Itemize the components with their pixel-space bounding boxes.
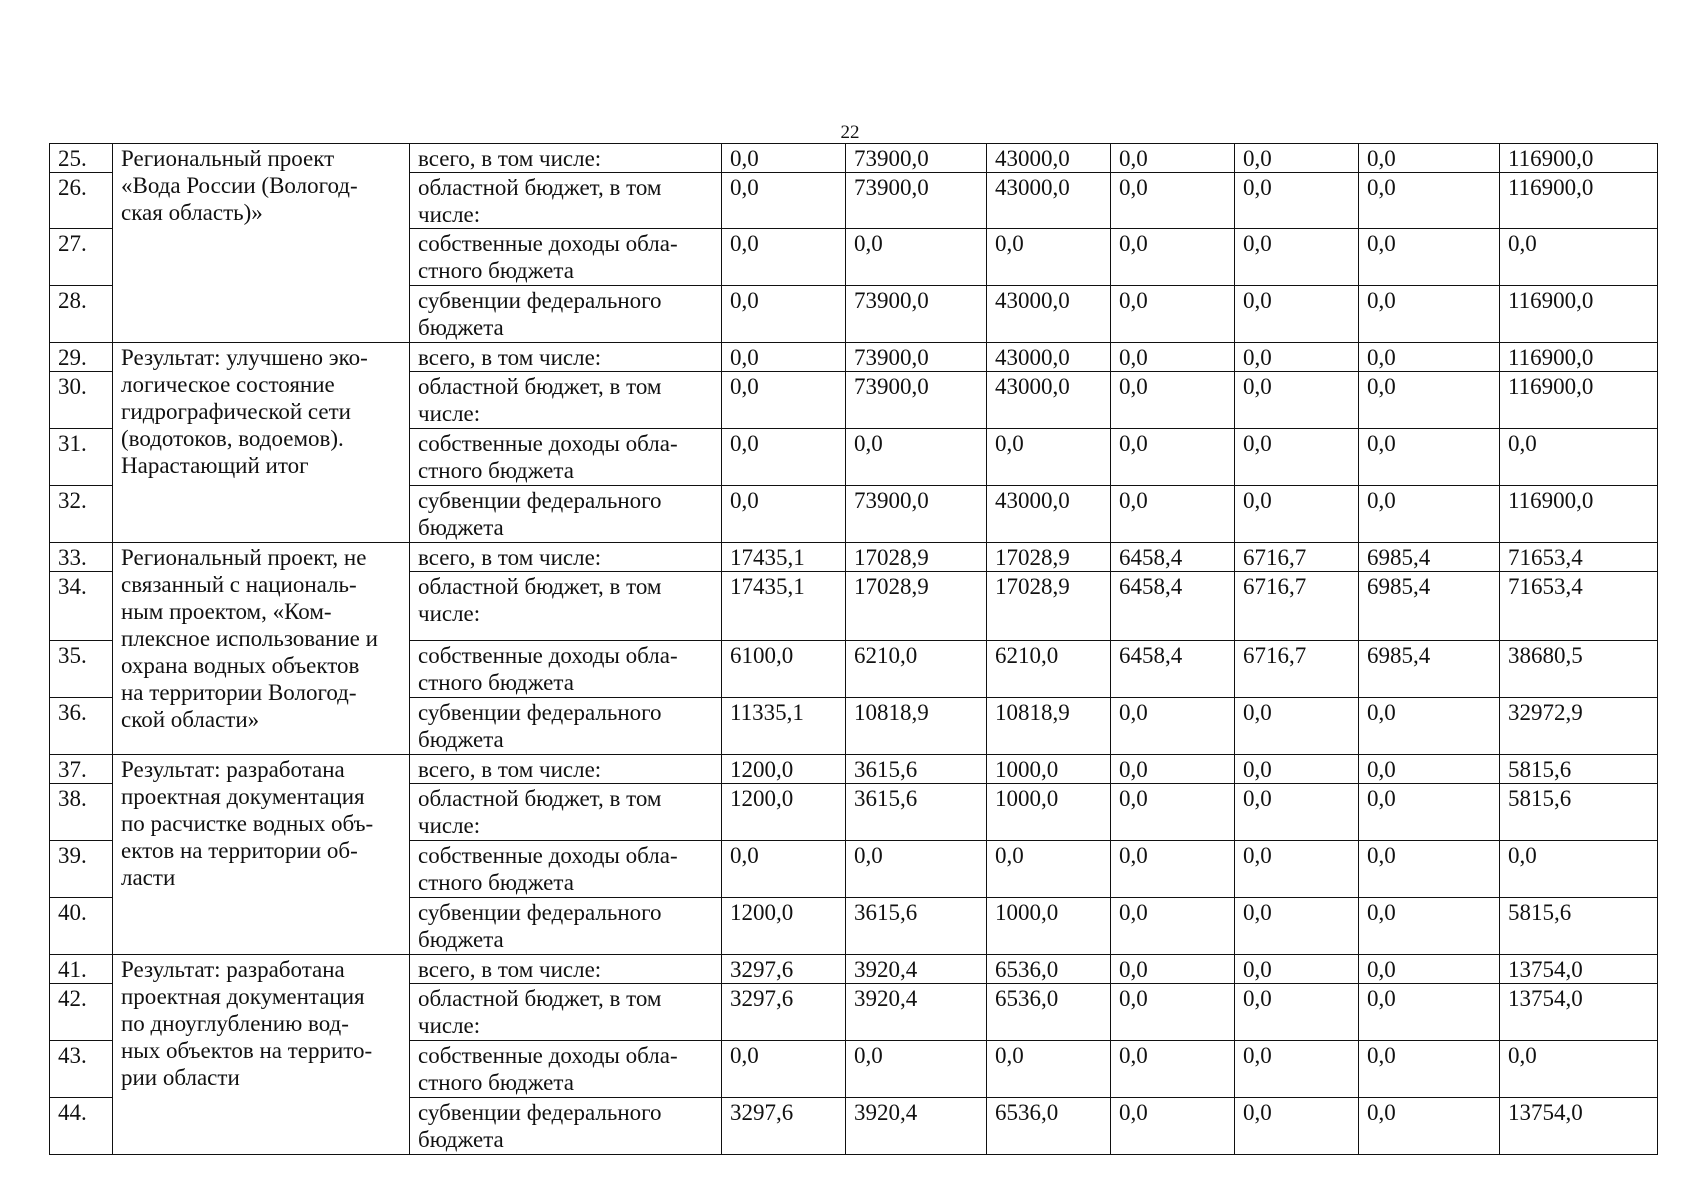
amount-cell: 0,0 (1359, 1098, 1500, 1155)
amount-cell: 0,0 (1111, 372, 1235, 429)
amount-cell: 5815,6 (1500, 898, 1658, 955)
amount-cell: 0,0 (846, 429, 987, 486)
amount-cell: 6536,0 (987, 955, 1111, 984)
row-number: 26. (50, 173, 113, 229)
amount-cell: 6716,7 (1235, 543, 1359, 572)
funding-source: областной бюджет, в том числе: (410, 784, 722, 841)
row-number: 33. (50, 543, 113, 572)
amount-cell: 0,0 (1111, 429, 1235, 486)
amount-cell: 0,0 (722, 429, 846, 486)
amount-cell: 116900,0 (1500, 343, 1658, 372)
row-number: 25. (50, 144, 113, 173)
row-number: 44. (50, 1098, 113, 1155)
amount-cell: 0,0 (1235, 841, 1359, 898)
amount-cell: 73900,0 (846, 286, 987, 343)
amount-cell: 11335,1 (722, 698, 846, 755)
row-number: 37. (50, 755, 113, 784)
funding-source: областной бюджет, в том числе: (410, 372, 722, 429)
amount-cell: 13754,0 (1500, 984, 1658, 1041)
amount-cell: 0,0 (846, 1041, 987, 1098)
amount-cell: 0,0 (722, 286, 846, 343)
project-label: Результат: разработана проектная документация по расчистке водных объ- ектов на территории об- ласти (113, 755, 410, 955)
funding-source: собственные доходы обла- стного бюджета (410, 229, 722, 286)
amount-cell: 13754,0 (1500, 1098, 1658, 1155)
amount-cell: 116900,0 (1500, 144, 1658, 173)
amount-cell: 0,0 (987, 429, 1111, 486)
funding-source: областной бюджет, в том числе: (410, 572, 722, 641)
amount-cell: 17028,9 (987, 572, 1111, 641)
amount-cell: 6536,0 (987, 984, 1111, 1041)
amount-cell: 43000,0 (987, 372, 1111, 429)
table-row (50, 543, 1658, 572)
row-number: 35. (50, 641, 113, 698)
row-number: 27. (50, 229, 113, 286)
amount-cell: 5815,6 (1500, 755, 1658, 784)
amount-cell: 0,0 (722, 486, 846, 543)
amount-cell: 0,0 (1111, 144, 1235, 173)
amount-cell: 73900,0 (846, 486, 987, 543)
project-label: Региональный проект, не связанный с националь- ным проектом, «Ком- плексное использование и охрана водных объектов на территории Вологод- ской области» (113, 543, 410, 755)
amount-cell: 0,0 (1359, 429, 1500, 486)
amount-cell: 1000,0 (987, 898, 1111, 955)
amount-cell: 43000,0 (987, 286, 1111, 343)
amount-cell: 43000,0 (987, 173, 1111, 229)
amount-cell: 71653,4 (1500, 572, 1658, 641)
amount-cell: 6985,4 (1359, 543, 1500, 572)
amount-cell: 6210,0 (987, 641, 1111, 698)
project-label: Результат: улучшено эко- логическое состояние гидрографической сети (водотоков, водоемов). Нарастающий итог (113, 343, 410, 543)
amount-cell: 0,0 (987, 229, 1111, 286)
amount-cell: 0,0 (722, 841, 846, 898)
amount-cell: 0,0 (1111, 984, 1235, 1041)
amount-cell: 3297,6 (722, 955, 846, 984)
funding-source: собственные доходы обла- стного бюджета (410, 1041, 722, 1098)
amount-cell: 6985,4 (1359, 641, 1500, 698)
funding-source: субвенции федерального бюджета (410, 286, 722, 343)
amount-cell: 6716,7 (1235, 572, 1359, 641)
row-number: 31. (50, 429, 113, 486)
amount-cell: 17028,9 (846, 543, 987, 572)
amount-cell: 3920,4 (846, 984, 987, 1041)
amount-cell: 3615,6 (846, 898, 987, 955)
amount-cell: 0,0 (1500, 841, 1658, 898)
funding-source: областной бюджет, в том числе: (410, 984, 722, 1041)
page-number: 22 (840, 122, 860, 143)
amount-cell: 32972,9 (1500, 698, 1658, 755)
amount-cell: 43000,0 (987, 144, 1111, 173)
amount-cell: 0,0 (1235, 372, 1359, 429)
amount-cell: 0,0 (1359, 755, 1500, 784)
amount-cell: 10818,9 (846, 698, 987, 755)
amount-cell: 0,0 (1359, 898, 1500, 955)
amount-cell: 10818,9 (987, 698, 1111, 755)
amount-cell: 0,0 (1359, 343, 1500, 372)
amount-cell: 0,0 (1359, 698, 1500, 755)
row-number: 40. (50, 898, 113, 955)
funding-source: всего, в том числе: (410, 755, 722, 784)
funding-source: всего, в том числе: (410, 543, 722, 572)
amount-cell: 3920,4 (846, 1098, 987, 1155)
amount-cell: 0,0 (1235, 229, 1359, 286)
amount-cell: 0,0 (1359, 173, 1500, 229)
amount-cell: 0,0 (987, 841, 1111, 898)
amount-cell: 0,0 (1235, 429, 1359, 486)
funding-source: всего, в том числе: (410, 343, 722, 372)
amount-cell: 0,0 (1111, 784, 1235, 841)
amount-cell: 6210,0 (846, 641, 987, 698)
funding-source: субвенции федерального бюджета (410, 698, 722, 755)
funding-source: областной бюджет, в том числе: (410, 173, 722, 229)
amount-cell: 17435,1 (722, 543, 846, 572)
table-body (50, 144, 1658, 1155)
budget-table (49, 143, 1658, 1155)
amount-cell: 73900,0 (846, 372, 987, 429)
amount-cell: 0,0 (1359, 144, 1500, 173)
amount-cell: 1200,0 (722, 898, 846, 955)
amount-cell: 6458,4 (1111, 543, 1235, 572)
amount-cell: 6458,4 (1111, 572, 1235, 641)
amount-cell: 0,0 (722, 144, 846, 173)
amount-cell: 0,0 (1359, 841, 1500, 898)
amount-cell: 0,0 (722, 1041, 846, 1098)
amount-cell: 0,0 (1235, 898, 1359, 955)
amount-cell: 0,0 (722, 173, 846, 229)
project-label: Результат: разработана проектная документация по дноуглублению вод- ных объектов на террито- рии области (113, 955, 410, 1155)
amount-cell: 0,0 (1359, 984, 1500, 1041)
amount-cell: 1200,0 (722, 755, 846, 784)
row-number: 32. (50, 486, 113, 543)
amount-cell: 0,0 (846, 229, 987, 286)
amount-cell: 0,0 (1111, 898, 1235, 955)
amount-cell: 6100,0 (722, 641, 846, 698)
amount-cell: 5815,6 (1500, 784, 1658, 841)
amount-cell: 0,0 (1500, 429, 1658, 486)
amount-cell: 0,0 (1359, 486, 1500, 543)
amount-cell: 0,0 (722, 343, 846, 372)
row-number: 43. (50, 1041, 113, 1098)
amount-cell: 0,0 (722, 372, 846, 429)
amount-cell: 0,0 (1235, 955, 1359, 984)
funding-source: субвенции федерального бюджета (410, 1098, 722, 1155)
amount-cell: 0,0 (1111, 343, 1235, 372)
amount-cell: 0,0 (1359, 286, 1500, 343)
amount-cell: 0,0 (1500, 1041, 1658, 1098)
amount-cell: 73900,0 (846, 343, 987, 372)
amount-cell: 0,0 (987, 1041, 1111, 1098)
amount-cell: 43000,0 (987, 343, 1111, 372)
amount-cell: 0,0 (1111, 486, 1235, 543)
amount-cell: 0,0 (846, 841, 987, 898)
amount-cell: 38680,5 (1500, 641, 1658, 698)
funding-source: собственные доходы обла- стного бюджета (410, 641, 722, 698)
funding-source: собственные доходы обла- стного бюджета (410, 841, 722, 898)
amount-cell: 17028,9 (846, 572, 987, 641)
amount-cell: 0,0 (1359, 372, 1500, 429)
funding-source: субвенции федерального бюджета (410, 486, 722, 543)
amount-cell: 13754,0 (1500, 955, 1658, 984)
amount-cell: 6536,0 (987, 1098, 1111, 1155)
amount-cell: 0,0 (1111, 1041, 1235, 1098)
amount-cell: 0,0 (1111, 173, 1235, 229)
table-row (50, 343, 1658, 372)
row-number: 28. (50, 286, 113, 343)
row-number: 34. (50, 572, 113, 641)
funding-source: всего, в том числе: (410, 955, 722, 984)
amount-cell: 3297,6 (722, 1098, 846, 1155)
amount-cell: 0,0 (1235, 698, 1359, 755)
amount-cell: 0,0 (1235, 486, 1359, 543)
amount-cell: 73900,0 (846, 173, 987, 229)
row-number: 30. (50, 372, 113, 429)
amount-cell: 6716,7 (1235, 641, 1359, 698)
amount-cell: 1200,0 (722, 784, 846, 841)
amount-cell: 0,0 (722, 229, 846, 286)
project-label: Региональный проект «Вода России (Вологод- ская область)» (113, 144, 410, 343)
table-row (50, 955, 1658, 984)
amount-cell: 3297,6 (722, 984, 846, 1041)
row-number: 42. (50, 984, 113, 1041)
amount-cell: 6985,4 (1359, 572, 1500, 641)
amount-cell: 1000,0 (987, 784, 1111, 841)
amount-cell: 0,0 (1111, 286, 1235, 343)
amount-cell: 0,0 (1111, 955, 1235, 984)
table-row (50, 144, 1658, 173)
row-number: 29. (50, 343, 113, 372)
amount-cell: 0,0 (1111, 755, 1235, 784)
table-row (50, 755, 1658, 784)
amount-cell: 0,0 (1111, 698, 1235, 755)
amount-cell: 0,0 (1235, 173, 1359, 229)
amount-cell: 73900,0 (846, 144, 987, 173)
amount-cell: 0,0 (1500, 229, 1658, 286)
funding-source: всего, в том числе: (410, 144, 722, 173)
amount-cell: 0,0 (1359, 955, 1500, 984)
amount-cell: 3920,4 (846, 955, 987, 984)
row-number: 38. (50, 784, 113, 841)
amount-cell: 116900,0 (1500, 486, 1658, 543)
amount-cell: 0,0 (1235, 1098, 1359, 1155)
amount-cell: 43000,0 (987, 486, 1111, 543)
funding-source: собственные доходы обла- стного бюджета (410, 429, 722, 486)
amount-cell: 0,0 (1235, 1041, 1359, 1098)
amount-cell: 0,0 (1359, 229, 1500, 286)
amount-cell: 116900,0 (1500, 286, 1658, 343)
amount-cell: 17435,1 (722, 572, 846, 641)
amount-cell: 1000,0 (987, 755, 1111, 784)
amount-cell: 0,0 (1235, 784, 1359, 841)
amount-cell: 0,0 (1111, 841, 1235, 898)
amount-cell: 71653,4 (1500, 543, 1658, 572)
row-number: 39. (50, 841, 113, 898)
amount-cell: 0,0 (1235, 984, 1359, 1041)
funding-source: субвенции федерального бюджета (410, 898, 722, 955)
amount-cell: 3615,6 (846, 755, 987, 784)
amount-cell: 0,0 (1235, 286, 1359, 343)
amount-cell: 3615,6 (846, 784, 987, 841)
amount-cell: 6458,4 (1111, 641, 1235, 698)
row-number: 41. (50, 955, 113, 984)
amount-cell: 0,0 (1359, 784, 1500, 841)
amount-cell: 0,0 (1359, 1041, 1500, 1098)
amount-cell: 116900,0 (1500, 173, 1658, 229)
amount-cell: 0,0 (1111, 1098, 1235, 1155)
amount-cell: 0,0 (1235, 343, 1359, 372)
amount-cell: 0,0 (1235, 144, 1359, 173)
amount-cell: 116900,0 (1500, 372, 1658, 429)
amount-cell: 0,0 (1235, 755, 1359, 784)
amount-cell: 17028,9 (987, 543, 1111, 572)
row-number: 36. (50, 698, 113, 755)
amount-cell: 0,0 (1111, 229, 1235, 286)
